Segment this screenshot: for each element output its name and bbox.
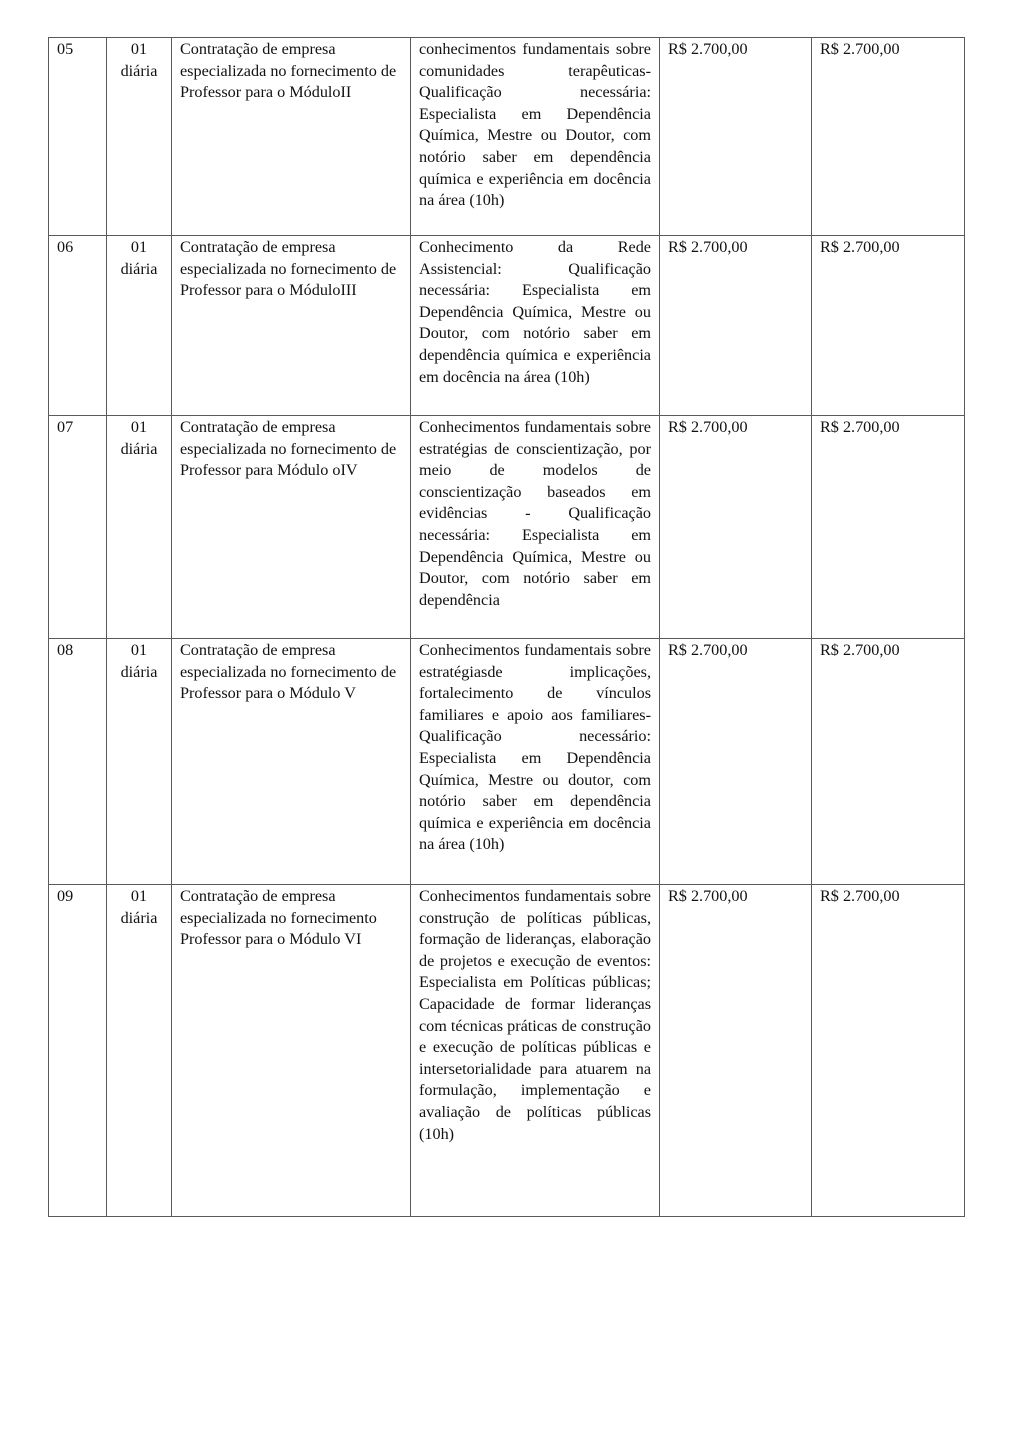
item-number: 06	[49, 236, 107, 416]
quantity-cell	[107, 885, 172, 1217]
table-row	[49, 38, 965, 236]
unit-price: R$ 2.700,00	[660, 38, 812, 236]
quantity-cell	[107, 236, 172, 416]
quantity-unit: diária	[120, 61, 158, 80]
item-number: 05	[49, 38, 107, 236]
item-specification: Conhecimentos fundamentais sobre estratégias de conscientização, por meio de modelos de conscientização baseados em evidências - Qualificação necessária: Especialista em Dependência Química, Mestre ou Doutor, com notório saber em dependência	[411, 416, 660, 639]
quantity-number: 01	[130, 641, 148, 659]
quantity-cell	[107, 38, 172, 236]
table-row	[49, 236, 965, 416]
unit-price: R$ 2.700,00	[660, 416, 812, 639]
quantity-number: 01	[130, 40, 148, 58]
item-specification: Conhecimentos fundamentais sobre estratégiasde implicações, fortalecimento de vínculos familiares e apoio aos familiares- Qualificação necessário: Especialista em Dependência Química, Mestre ou doutor, com notório saber em dependência química e experiência em docência na área (10h)	[411, 639, 660, 885]
item-number: 07	[49, 416, 107, 639]
table-row	[49, 416, 965, 639]
quantity-cell	[107, 639, 172, 885]
total-price: R$ 2.700,00	[812, 639, 965, 885]
table-row	[49, 885, 965, 1217]
unit-price: R$ 2.700,00	[660, 885, 812, 1217]
quantity-unit: diária	[120, 908, 158, 927]
items-table	[48, 37, 965, 1217]
total-price: R$ 2.700,00	[812, 38, 965, 236]
unit-price: R$ 2.700,00	[660, 236, 812, 416]
item-description: Contratação de empresa especializada no fornecimento de Professor para o MóduloIII	[172, 236, 411, 416]
table-row	[49, 639, 965, 885]
item-description: Contratação de empresa especializada no fornecimento de Professor para o MóduloII	[172, 38, 411, 236]
total-price: R$ 2.700,00	[812, 885, 965, 1217]
item-description: Contratação de empresa especializada no fornecimento de Professor para o Módulo V	[172, 639, 411, 885]
quantity-number: 01	[130, 418, 148, 436]
quantity-unit: diária	[120, 259, 158, 278]
quantity-unit: diária	[120, 662, 158, 681]
total-price: R$ 2.700,00	[812, 416, 965, 639]
item-description: Contratação de empresa especializada no fornecimento de Professor para Módulo oIV	[172, 416, 411, 639]
item-specification: conhecimentos fundamentais sobre comunidades terapêuticas- Qualificação necessária: Especialista em Dependência Química, Mestre ou Doutor, com notório saber em dependência química e experiência em docência na área (10h)	[411, 38, 660, 236]
item-number: 08	[49, 639, 107, 885]
quantity-unit: diária	[120, 439, 158, 458]
quantity-cell	[107, 416, 172, 639]
quantity-number: 01	[130, 238, 148, 256]
item-specification: Conhecimentos fundamentais sobre construção de políticas públicas, formação de lideranças, elaboração de projetos e execução de eventos: Especialista em Políticas públicas; Capacidade de formar lideranças com técnicas práticas de construção e execução de políticas públicas e intersetorialidade para atuarem na formulação, implementação e avaliação de políticas públicas (10h)	[411, 885, 660, 1217]
item-description: Contratação de empresa especializada no fornecimento Professor para o Módulo VI	[172, 885, 411, 1217]
total-price: R$ 2.700,00	[812, 236, 965, 416]
unit-price: R$ 2.700,00	[660, 639, 812, 885]
item-specification: Conhecimento da Rede Assistencial: Qualificação necessária: Especialista em Dependência Química, Mestre ou Doutor, com notório saber em dependência química e experiência em docência na área (10h)	[411, 236, 660, 416]
quantity-number: 01	[130, 887, 148, 905]
item-number: 09	[49, 885, 107, 1217]
